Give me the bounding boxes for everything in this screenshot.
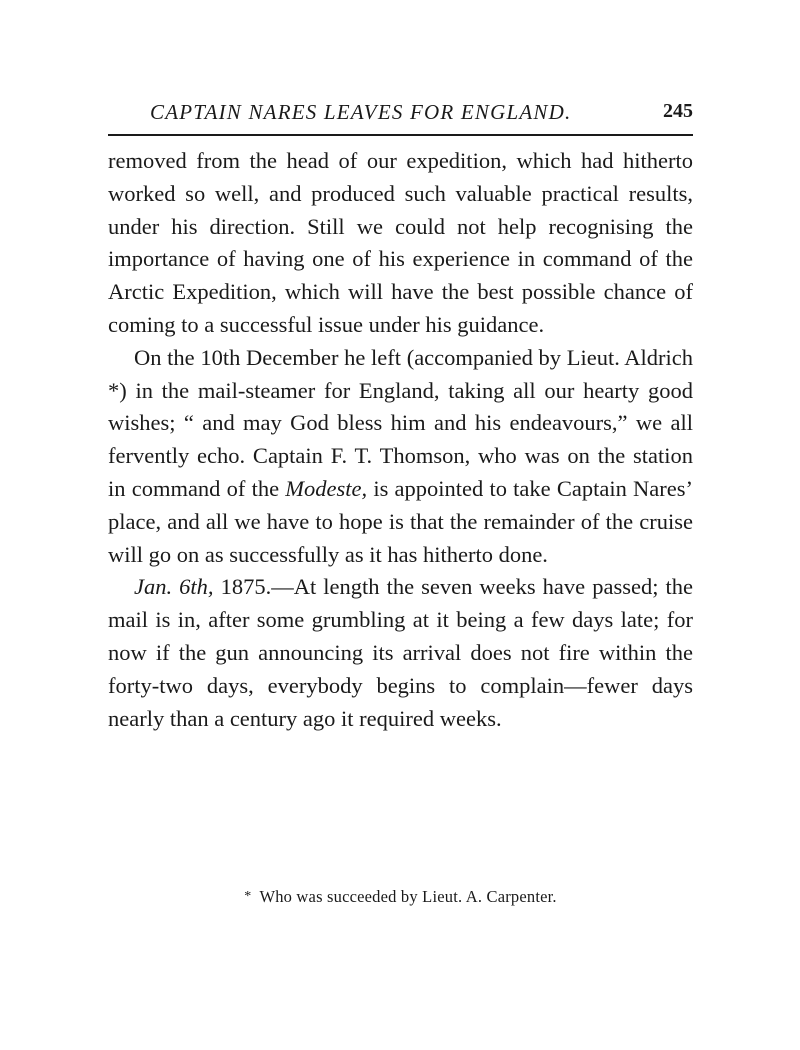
paragraph-mail [108,571,693,735]
date-heading: Jan. 6th, [134,574,214,600]
header-rule [108,134,693,136]
paragraph-text: is appointed to take Captain Nares’ place, and all we have to hope is that the remainder of the cruise will go on as successfully as it has hitherto done. [108,475,693,567]
body-text [108,145,693,735]
paragraph-departure [108,342,693,572]
ship-name: Modeste, [285,475,368,501]
page-number: 245 [663,100,693,122]
running-head [108,100,693,132]
footnote [108,887,693,907]
footnote-marker: * [244,889,252,904]
paragraph-continued [108,145,693,342]
paragraph-text: removed from the head of our expedition, which had hitherto worked so well, and produced such valuable practical results, under his direction. Still we could not help recognising the importance of having one of his experience in command of the Arctic Expedition, which will have the best possible chance of coming to a successful issue under his guidance. [108,148,693,337]
paragraph-text: On the 10th December he left (accompanied by Lieut. Aldrich *) in the mail-steamer for England, taking all our hearty good wishes; “ and may God bless him and his endeavours,” we all fervently echo. Captain F. T. Thomson, who was on the station in command of the [108,344,693,501]
running-title: CAPTAIN NARES LEAVES FOR ENGLAND. [150,100,572,124]
paragraph-text: 1875.—At length the seven weeks have passed; the mail is in, after some grumbling at it being a few days late; for now if the gun announcing its arrival does not fire within the forty-two days, everybody begins to complain—fewer days nearly than a century ago it required weeks. [108,574,693,731]
footnote-text: Who was succeeded by Lieut. A. Carpenter. [259,887,557,906]
